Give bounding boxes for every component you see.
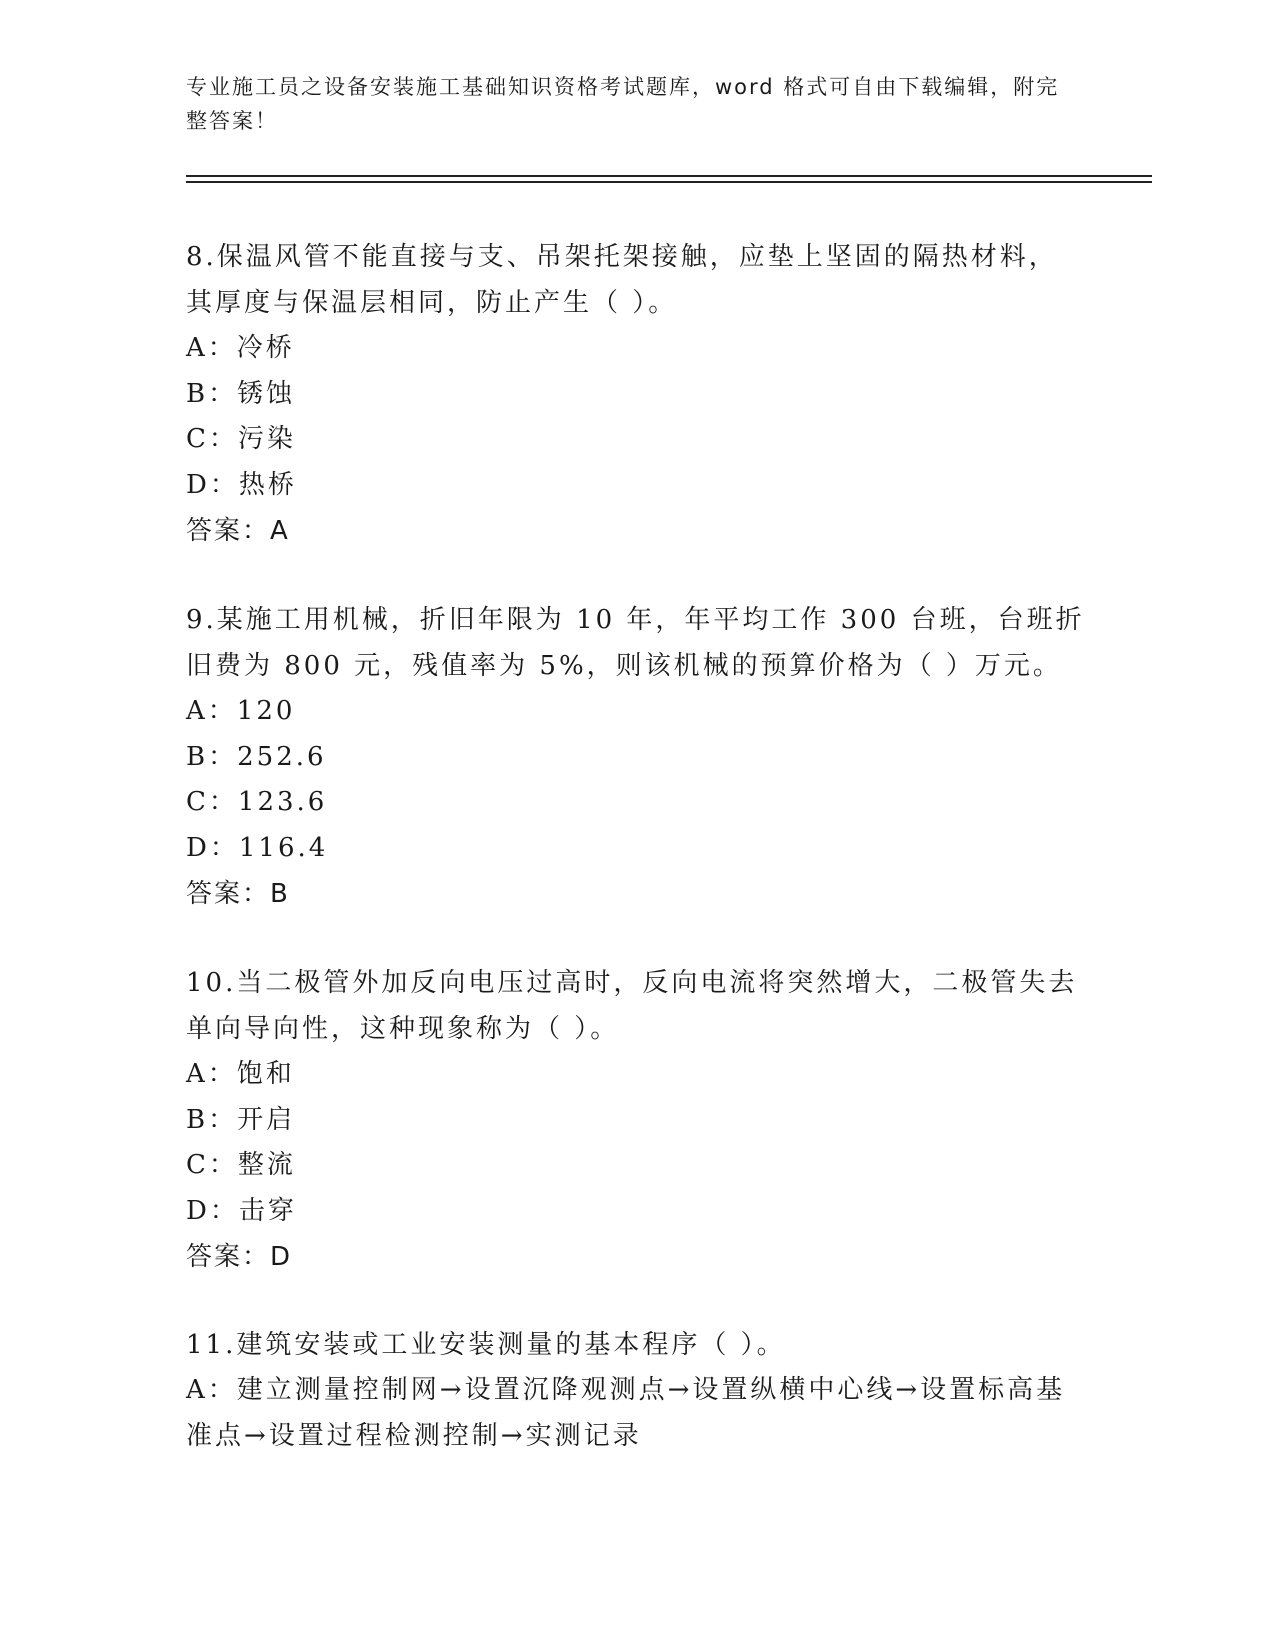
document-header-note: 专业施工员之设备安装施工基础知识资格考试题库，word 格式可自由下载编辑，附完整答案！ [186, 75, 1060, 133]
question-stem: 11.建筑安装或工业安装测量的基本程序（ ）。 [186, 1330, 786, 1360]
option-a [186, 689, 1086, 735]
option-text: 252.6 [237, 741, 327, 772]
option-text: 热桥 [238, 469, 297, 500]
question-11 [186, 1322, 1086, 1459]
question-8 [186, 234, 1086, 554]
answer-line: 答案：D [186, 1242, 293, 1272]
option-d [186, 826, 1086, 872]
option-letter: D： [186, 1195, 239, 1226]
option-text: 120 [236, 696, 296, 726]
option-text: 锈蚀 [237, 378, 296, 409]
question-10 [186, 960, 1086, 1280]
option-letter: D： [186, 469, 239, 500]
option-b [186, 372, 1086, 418]
question-stem: 8.保温风管不能直接与支、吊架托架接触，应垫上坚固的隔热材料，其厚度与保温层相同，防止产生（ ）。 [186, 242, 1058, 318]
question-9 [186, 597, 1086, 917]
option-text: 开启 [237, 1104, 296, 1135]
option-d [186, 1189, 1086, 1235]
option-letter: C： [186, 787, 238, 817]
option-letter: A： [186, 696, 237, 726]
option-text: 饱和 [236, 1059, 295, 1089]
option-letter: D： [186, 832, 239, 863]
option-letter: B： [186, 378, 238, 409]
option-b [186, 1098, 1086, 1144]
answer-line: 答案：B [186, 879, 290, 909]
option-letter: B： [186, 741, 238, 772]
answer-line: 答案：A [186, 516, 290, 546]
option-text: 123.6 [237, 787, 328, 817]
option-a [186, 1052, 1086, 1098]
option-letter: A： [186, 333, 237, 363]
option-letter: C： [186, 424, 238, 454]
header-divider-top [186, 175, 1152, 177]
option-text: 116.4 [238, 832, 329, 863]
option-d [186, 463, 1086, 509]
option-letter: A： [186, 1375, 237, 1405]
option-letter: A： [186, 1059, 237, 1089]
option-text: 污染 [237, 424, 296, 454]
option-text: 击穿 [238, 1195, 297, 1226]
option-c [186, 780, 1086, 826]
option-text: 冷桥 [236, 333, 295, 363]
question-stem: 10.当二极管外加反向电压过高时，反向电流将突然增大，二极管失去单向导向性，这种现象称为（ ）。 [186, 968, 1078, 1044]
option-text: 整流 [237, 1150, 296, 1180]
option-b [186, 735, 1086, 781]
option-letter: C： [186, 1150, 238, 1180]
option-a [186, 326, 1086, 372]
option-letter: B： [186, 1104, 238, 1135]
option-a [186, 1368, 1086, 1459]
header-divider-bottom [186, 181, 1152, 183]
question-stem: 9.某施工用机械，折旧年限为 10 年，年平均工作 300 台班，台班折旧费为 800 元，残值率为 5%，则该机械的预算价格为（ ）万元。 [186, 605, 1085, 681]
option-text: 建立测量控制网→设置沉降观测点→设置纵横中心线→设置标高基准点→设置过程检测控制→实测记录 [186, 1375, 1066, 1451]
option-c [186, 1143, 1086, 1189]
option-c [186, 417, 1086, 463]
